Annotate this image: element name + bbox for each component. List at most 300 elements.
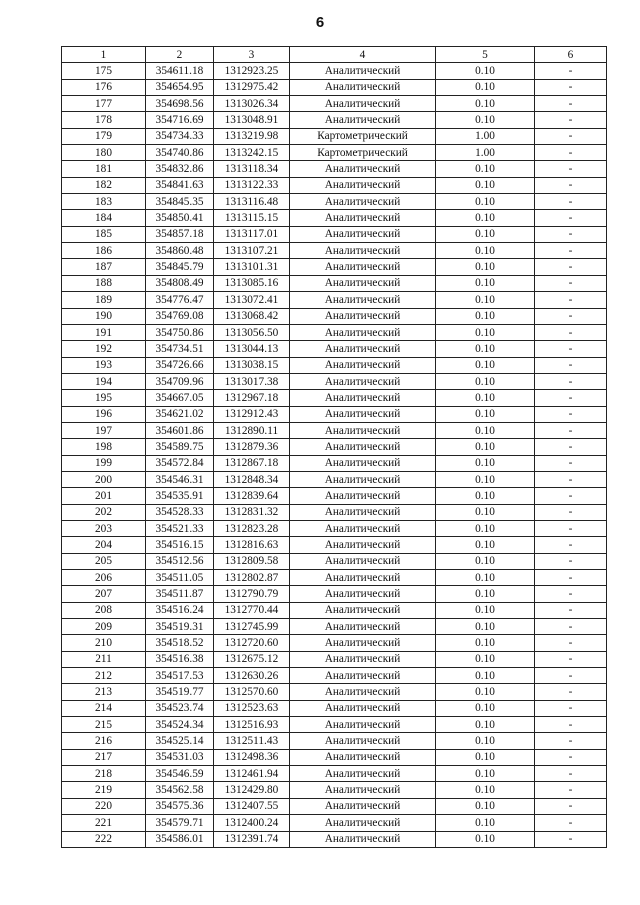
note-cell: - [535,357,607,373]
accuracy-cell: 0.10 [436,537,535,553]
note-cell: - [535,668,607,684]
x-coordinate-cell: 354601.86 [146,422,214,438]
accuracy-cell: 0.10 [436,766,535,782]
x-coordinate-cell: 354512.56 [146,553,214,569]
point-number-cell: 186 [62,243,146,259]
point-number-cell: 214 [62,700,146,716]
table-row [62,341,607,357]
point-number-cell: 215 [62,717,146,733]
y-coordinate-cell: 1313118.34 [214,161,290,177]
y-coordinate-cell: 1313219.98 [214,128,290,144]
accuracy-cell: 0.10 [436,194,535,210]
x-coordinate-cell: 354516.24 [146,602,214,618]
table-row [62,504,607,520]
note-cell: - [535,455,607,471]
method-cell: Аналитический [290,292,436,308]
method-cell: Аналитический [290,406,436,422]
method-cell: Аналитический [290,471,436,487]
y-coordinate-cell: 1313048.91 [214,112,290,128]
note-cell: - [535,422,607,438]
table-header-row [62,47,607,63]
table-row [62,733,607,749]
x-coordinate-cell: 354546.59 [146,766,214,782]
note-cell: - [535,63,607,79]
x-coordinate-cell: 354734.51 [146,341,214,357]
method-cell: Картометрический [290,128,436,144]
accuracy-cell: 0.10 [436,63,535,79]
method-cell: Аналитический [290,619,436,635]
method-cell: Аналитический [290,488,436,504]
x-coordinate-cell: 354589.75 [146,439,214,455]
table-row [62,112,607,128]
y-coordinate-cell: 1312745.99 [214,619,290,635]
x-coordinate-cell: 354841.63 [146,177,214,193]
accuracy-cell: 0.10 [436,324,535,340]
y-coordinate-cell: 1313056.50 [214,324,290,340]
table-row [62,243,607,259]
note-cell: - [535,194,607,210]
y-coordinate-cell: 1312802.87 [214,570,290,586]
method-cell: Аналитический [290,63,436,79]
table-row [62,668,607,684]
method-cell: Аналитический [290,275,436,291]
x-coordinate-cell: 354845.35 [146,194,214,210]
note-cell: - [535,96,607,112]
note-cell: - [535,177,607,193]
note-cell: - [535,243,607,259]
accuracy-cell: 1.00 [436,128,535,144]
y-coordinate-cell: 1313026.34 [214,96,290,112]
method-cell: Аналитический [290,324,436,340]
y-coordinate-cell: 1312720.60 [214,635,290,651]
note-cell: - [535,700,607,716]
table-row [62,619,607,635]
point-number-cell: 220 [62,798,146,814]
accuracy-cell: 0.10 [436,292,535,308]
table-row [62,553,607,569]
y-coordinate-cell: 1313085.16 [214,275,290,291]
note-cell: - [535,537,607,553]
method-cell: Аналитический [290,422,436,438]
point-number-cell: 222 [62,831,146,847]
y-coordinate-cell: 1312523.63 [214,700,290,716]
table-row [62,357,607,373]
accuracy-cell: 0.10 [436,406,535,422]
x-coordinate-cell: 354511.87 [146,586,214,602]
note-cell: - [535,782,607,798]
accuracy-cell: 0.10 [436,619,535,635]
note-cell: - [535,439,607,455]
table-row [62,210,607,226]
coordinates-table [61,46,607,848]
accuracy-cell: 0.10 [436,243,535,259]
point-number-cell: 218 [62,766,146,782]
table-row [62,815,607,831]
accuracy-cell: 0.10 [436,455,535,471]
y-coordinate-cell: 1312570.60 [214,684,290,700]
method-cell: Аналитический [290,112,436,128]
note-cell: - [535,145,607,161]
point-number-cell: 196 [62,406,146,422]
note-cell: - [535,128,607,144]
y-coordinate-cell: 1312923.25 [214,63,290,79]
table-row [62,749,607,765]
table-row [62,275,607,291]
point-number-cell: 191 [62,324,146,340]
note-cell: - [535,504,607,520]
x-coordinate-cell: 354776.47 [146,292,214,308]
note-cell: - [535,471,607,487]
note-cell: - [535,635,607,651]
table-row [62,194,607,210]
note-cell: - [535,733,607,749]
note-cell: - [535,373,607,389]
table-row [62,145,607,161]
page-number: 6 [315,14,325,31]
table-row [62,717,607,733]
x-coordinate-cell: 354586.01 [146,831,214,847]
accuracy-cell: 0.10 [436,422,535,438]
table-row [62,602,607,618]
x-coordinate-cell: 354516.15 [146,537,214,553]
table-row [62,570,607,586]
note-cell: - [535,717,607,733]
note-cell: - [535,406,607,422]
note-cell: - [535,570,607,586]
table-row [62,684,607,700]
x-coordinate-cell: 354740.86 [146,145,214,161]
y-coordinate-cell: 1313038.15 [214,357,290,373]
y-coordinate-cell: 1312429.80 [214,782,290,798]
x-coordinate-cell: 354611.18 [146,63,214,79]
accuracy-cell: 0.10 [436,226,535,242]
method-cell: Аналитический [290,635,436,651]
y-coordinate-cell: 1312823.28 [214,520,290,536]
table-row [62,831,607,847]
method-cell: Аналитический [290,798,436,814]
point-number-cell: 207 [62,586,146,602]
accuracy-cell: 0.10 [436,439,535,455]
x-coordinate-cell: 354860.48 [146,243,214,259]
column-header: 4 [290,47,436,63]
method-cell: Аналитический [290,439,436,455]
accuracy-cell: 0.10 [436,602,535,618]
note-cell: - [535,79,607,95]
table-row [62,537,607,553]
y-coordinate-cell: 1312790.79 [214,586,290,602]
y-coordinate-cell: 1313072.41 [214,292,290,308]
table-row [62,488,607,504]
method-cell: Аналитический [290,668,436,684]
method-cell: Аналитический [290,586,436,602]
method-cell: Аналитический [290,96,436,112]
x-coordinate-cell: 354519.77 [146,684,214,700]
table-row [62,177,607,193]
x-coordinate-cell: 354518.52 [146,635,214,651]
point-number-cell: 183 [62,194,146,210]
point-number-cell: 204 [62,537,146,553]
accuracy-cell: 0.10 [436,177,535,193]
table-row [62,635,607,651]
x-coordinate-cell: 354769.08 [146,308,214,324]
x-coordinate-cell: 354546.31 [146,471,214,487]
point-number-cell: 212 [62,668,146,684]
y-coordinate-cell: 1313017.38 [214,373,290,389]
method-cell: Аналитический [290,455,436,471]
accuracy-cell: 0.10 [436,651,535,667]
method-cell: Аналитический [290,553,436,569]
y-coordinate-cell: 1313101.31 [214,259,290,275]
point-number-cell: 179 [62,128,146,144]
accuracy-cell: 0.10 [436,341,535,357]
table-row [62,455,607,471]
point-number-cell: 205 [62,553,146,569]
accuracy-cell: 0.10 [436,308,535,324]
table-row [62,439,607,455]
y-coordinate-cell: 1313122.33 [214,177,290,193]
point-number-cell: 197 [62,422,146,438]
x-coordinate-cell: 354531.03 [146,749,214,765]
point-number-cell: 202 [62,504,146,520]
x-coordinate-cell: 354528.33 [146,504,214,520]
y-coordinate-cell: 1313068.42 [214,308,290,324]
y-coordinate-cell: 1313107.21 [214,243,290,259]
y-coordinate-cell: 1312879.36 [214,439,290,455]
table-row [62,700,607,716]
x-coordinate-cell: 354579.71 [146,815,214,831]
y-coordinate-cell: 1312890.11 [214,422,290,438]
accuracy-cell: 0.10 [436,700,535,716]
accuracy-cell: 0.10 [436,373,535,389]
column-header: 2 [146,47,214,63]
table-row [62,63,607,79]
point-number-cell: 177 [62,96,146,112]
x-coordinate-cell: 354734.33 [146,128,214,144]
y-coordinate-cell: 1312516.93 [214,717,290,733]
method-cell: Аналитический [290,373,436,389]
x-coordinate-cell: 354808.49 [146,275,214,291]
note-cell: - [535,651,607,667]
accuracy-cell: 1.00 [436,145,535,161]
point-number-cell: 210 [62,635,146,651]
y-coordinate-cell: 1312848.34 [214,471,290,487]
note-cell: - [535,210,607,226]
table-row [62,471,607,487]
method-cell: Аналитический [290,602,436,618]
y-coordinate-cell: 1312975.42 [214,79,290,95]
table-row [62,406,607,422]
x-coordinate-cell: 354667.05 [146,390,214,406]
x-coordinate-cell: 354572.84 [146,455,214,471]
note-cell: - [535,226,607,242]
accuracy-cell: 0.10 [436,390,535,406]
accuracy-cell: 0.10 [436,553,535,569]
accuracy-cell: 0.10 [436,815,535,831]
note-cell: - [535,815,607,831]
table-row [62,373,607,389]
y-coordinate-cell: 1312831.32 [214,504,290,520]
x-coordinate-cell: 354524.34 [146,717,214,733]
method-cell: Аналитический [290,504,436,520]
point-number-cell: 217 [62,749,146,765]
y-coordinate-cell: 1312630.26 [214,668,290,684]
note-cell: - [535,586,607,602]
note-cell: - [535,341,607,357]
note-cell: - [535,292,607,308]
note-cell: - [535,275,607,291]
method-cell: Аналитический [290,684,436,700]
x-coordinate-cell: 354517.53 [146,668,214,684]
method-cell: Аналитический [290,700,436,716]
y-coordinate-cell: 1312461.94 [214,766,290,782]
method-cell: Аналитический [290,259,436,275]
table-row [62,586,607,602]
point-number-cell: 187 [62,259,146,275]
note-cell: - [535,112,607,128]
x-coordinate-cell: 354535.91 [146,488,214,504]
point-number-cell: 178 [62,112,146,128]
note-cell: - [535,684,607,700]
table-row [62,422,607,438]
method-cell: Аналитический [290,570,436,586]
x-coordinate-cell: 354525.14 [146,733,214,749]
point-number-cell: 189 [62,292,146,308]
x-coordinate-cell: 354845.79 [146,259,214,275]
accuracy-cell: 0.10 [436,79,535,95]
point-number-cell: 184 [62,210,146,226]
x-coordinate-cell: 354750.86 [146,324,214,340]
note-cell: - [535,553,607,569]
accuracy-cell: 0.10 [436,733,535,749]
y-coordinate-cell: 1312498.36 [214,749,290,765]
y-coordinate-cell: 1312912.43 [214,406,290,422]
point-number-cell: 213 [62,684,146,700]
point-number-cell: 188 [62,275,146,291]
table-row [62,226,607,242]
column-header: 3 [214,47,290,63]
x-coordinate-cell: 354523.74 [146,700,214,716]
note-cell: - [535,766,607,782]
point-number-cell: 195 [62,390,146,406]
y-coordinate-cell: 1313116.48 [214,194,290,210]
table-body [62,63,607,848]
point-number-cell: 221 [62,815,146,831]
accuracy-cell: 0.10 [436,275,535,291]
y-coordinate-cell: 1312967.18 [214,390,290,406]
point-number-cell: 219 [62,782,146,798]
method-cell: Аналитический [290,194,436,210]
accuracy-cell: 0.10 [436,161,535,177]
accuracy-cell: 0.10 [436,504,535,520]
method-cell: Аналитический [290,815,436,831]
method-cell: Аналитический [290,308,436,324]
x-coordinate-cell: 354654.95 [146,79,214,95]
y-coordinate-cell: 1312511.43 [214,733,290,749]
note-cell: - [535,324,607,340]
x-coordinate-cell: 354511.05 [146,570,214,586]
table-row [62,292,607,308]
x-coordinate-cell: 354621.02 [146,406,214,422]
method-cell: Аналитический [290,733,436,749]
point-number-cell: 208 [62,602,146,618]
accuracy-cell: 0.10 [436,684,535,700]
method-cell: Аналитический [290,831,436,847]
accuracy-cell: 0.10 [436,586,535,602]
point-number-cell: 211 [62,651,146,667]
method-cell: Аналитический [290,210,436,226]
note-cell: - [535,488,607,504]
note-cell: - [535,161,607,177]
accuracy-cell: 0.10 [436,749,535,765]
method-cell: Аналитический [290,226,436,242]
table-row [62,520,607,536]
accuracy-cell: 0.10 [436,798,535,814]
note-cell: - [535,619,607,635]
method-cell: Аналитический [290,177,436,193]
table-row [62,79,607,95]
accuracy-cell: 0.10 [436,570,535,586]
x-coordinate-cell: 354519.31 [146,619,214,635]
x-coordinate-cell: 354521.33 [146,520,214,536]
accuracy-cell: 0.10 [436,635,535,651]
table-row [62,798,607,814]
x-coordinate-cell: 354832.86 [146,161,214,177]
method-cell: Аналитический [290,357,436,373]
note-cell: - [535,749,607,765]
point-number-cell: 181 [62,161,146,177]
column-header: 5 [436,47,535,63]
table-row [62,766,607,782]
x-coordinate-cell: 354850.41 [146,210,214,226]
note-cell: - [535,520,607,536]
x-coordinate-cell: 354562.58 [146,782,214,798]
accuracy-cell: 0.10 [436,96,535,112]
y-coordinate-cell: 1312867.18 [214,455,290,471]
y-coordinate-cell: 1313242.15 [214,145,290,161]
point-number-cell: 193 [62,357,146,373]
x-coordinate-cell: 354716.69 [146,112,214,128]
method-cell: Аналитический [290,161,436,177]
table-row [62,782,607,798]
column-header: 6 [535,47,607,63]
method-cell: Аналитический [290,243,436,259]
note-cell: - [535,390,607,406]
table-row [62,128,607,144]
method-cell: Аналитический [290,651,436,667]
accuracy-cell: 0.10 [436,668,535,684]
method-cell: Аналитический [290,390,436,406]
accuracy-cell: 0.10 [436,471,535,487]
method-cell: Аналитический [290,766,436,782]
point-number-cell: 182 [62,177,146,193]
x-coordinate-cell: 354516.38 [146,651,214,667]
table-row [62,161,607,177]
accuracy-cell: 0.10 [436,112,535,128]
point-number-cell: 216 [62,733,146,749]
table-row [62,96,607,112]
method-cell: Аналитический [290,782,436,798]
method-cell: Аналитический [290,717,436,733]
method-cell: Аналитический [290,537,436,553]
accuracy-cell: 0.10 [436,259,535,275]
point-number-cell: 175 [62,63,146,79]
point-number-cell: 206 [62,570,146,586]
point-number-cell: 200 [62,471,146,487]
table-row [62,324,607,340]
accuracy-cell: 0.10 [436,782,535,798]
x-coordinate-cell: 354709.96 [146,373,214,389]
point-number-cell: 190 [62,308,146,324]
